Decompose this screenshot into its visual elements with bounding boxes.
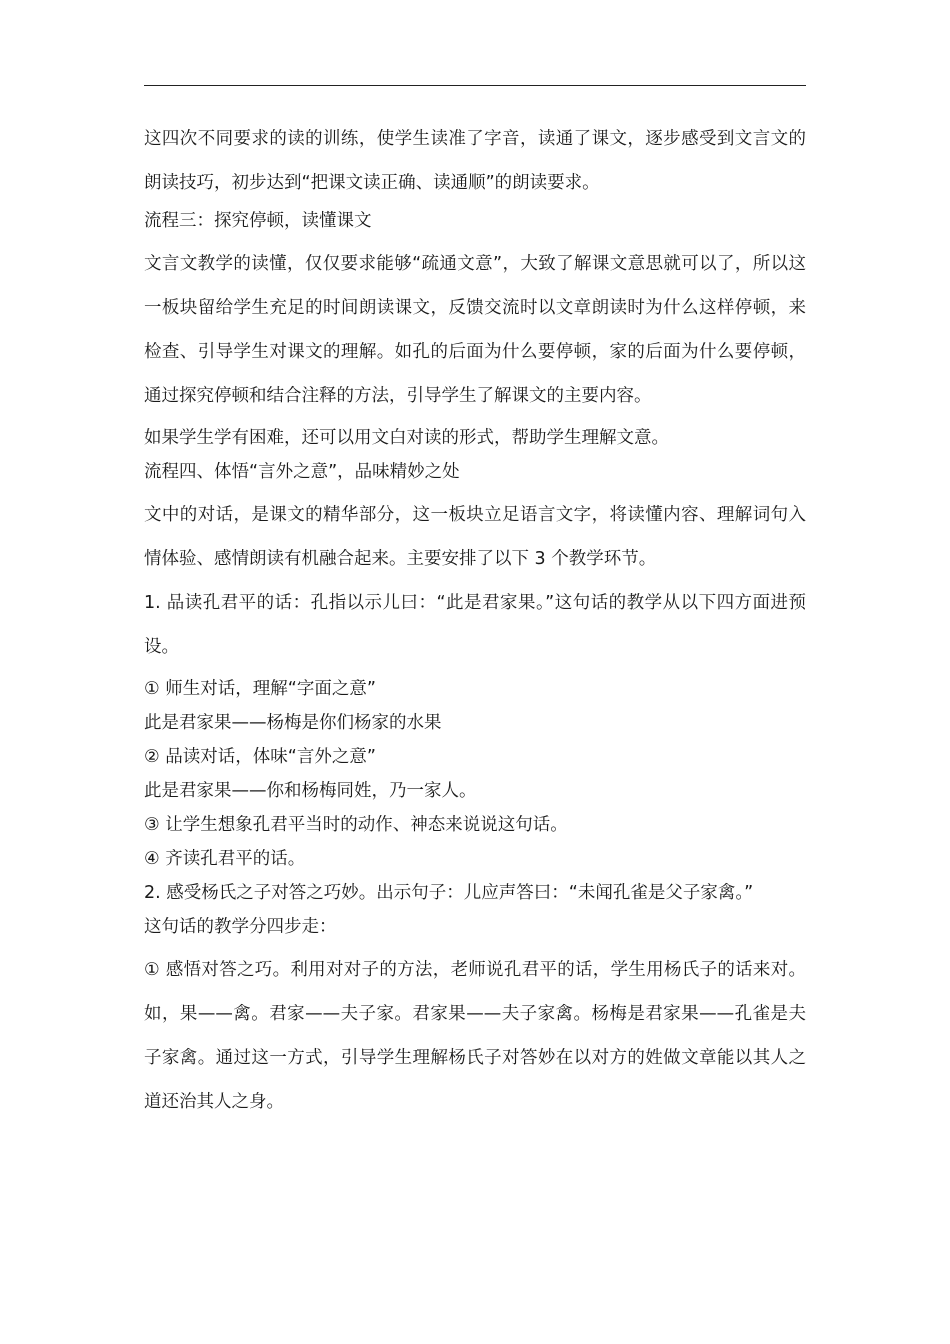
list-item-4: ④ 齐读孔君平的话。: [144, 849, 306, 869]
paragraph-four-steps: 这句话的教学分四步走：: [144, 917, 337, 937]
example-line-1: 此是君家果——杨梅是你们杨家的水果: [144, 713, 442, 733]
paragraph-step-two: 2. 感受杨氏之子对答之巧妙。出示句子：儿应声答曰：“未闻孔雀是父子家禽。”: [144, 883, 754, 903]
paragraph-dialogue-intro: 文中的对话，是课文的精华部分，这一板块立足语言文字，将读懂内容、理解词句入情体验、感情朗读有机融合起来。主要安排了以下 3 个教学环节。: [144, 505, 806, 569]
list-item-3: ③ 让学生想象孔君平当时的动作、神态来说说这句话。: [144, 815, 568, 835]
paragraph-difficulty-tip: 如果学生学有困难，还可以用文白对读的形式，帮助学生理解文意。: [144, 428, 669, 448]
paragraph-step-one: 1. 品读孔君平的话：孔指以示儿曰：“此是君家果。”这句话的教学从以下四方面进预设。: [144, 593, 806, 657]
heading-process-four: 流程四、体悟“言外之意”，品味精妙之处: [144, 462, 460, 482]
heading-process-three: 流程三：探究停顿，读懂课文: [144, 211, 372, 231]
paragraph-reading-training: 这四次不同要求的读的训练，使学生读准了字音，读通了课文，逐步感受到文言文的朗读技巧，初步达到“把课文读正确、读通顺”的朗读要求。: [144, 129, 806, 193]
document-body: [144, 117, 806, 1124]
list-item-2: ② 品读对话，体味“言外之意”: [144, 747, 376, 767]
paragraph-answer-skill: ① 感悟对答之巧。利用对对子的方法，老师说孔君平的话，学生用杨氏子的话来对。如，果——禽。君家——夫子家。君家果——夫子家禽。杨梅是君家果——孔雀是夫子家禽。通过这一方式，引导学生理解杨氏子对答妙在以对方的姓做文章能以其人之道还治其人之身。: [144, 960, 806, 1112]
example-line-2: 此是君家果——你和杨梅同姓，乃一家人。: [144, 781, 477, 801]
paragraph-understanding: 文言文教学的读懂，仅仅要求能够“疏通文意”，大致了解课文意思就可以了，所以这一板块留给学生充足的时间朗读课文，反馈交流时以文章朗读时为什么这样停顿，来检查、引导学生对课文的理解。如孔的后面为什么要停顿，家的后面为什么要停顿，通过探究停顿和结合注释的方法，引导学生了解课文的主要内容。: [144, 254, 806, 406]
list-item-1: ① 师生对话，理解“字面之意”: [144, 679, 376, 699]
header-rule: [144, 85, 806, 86]
